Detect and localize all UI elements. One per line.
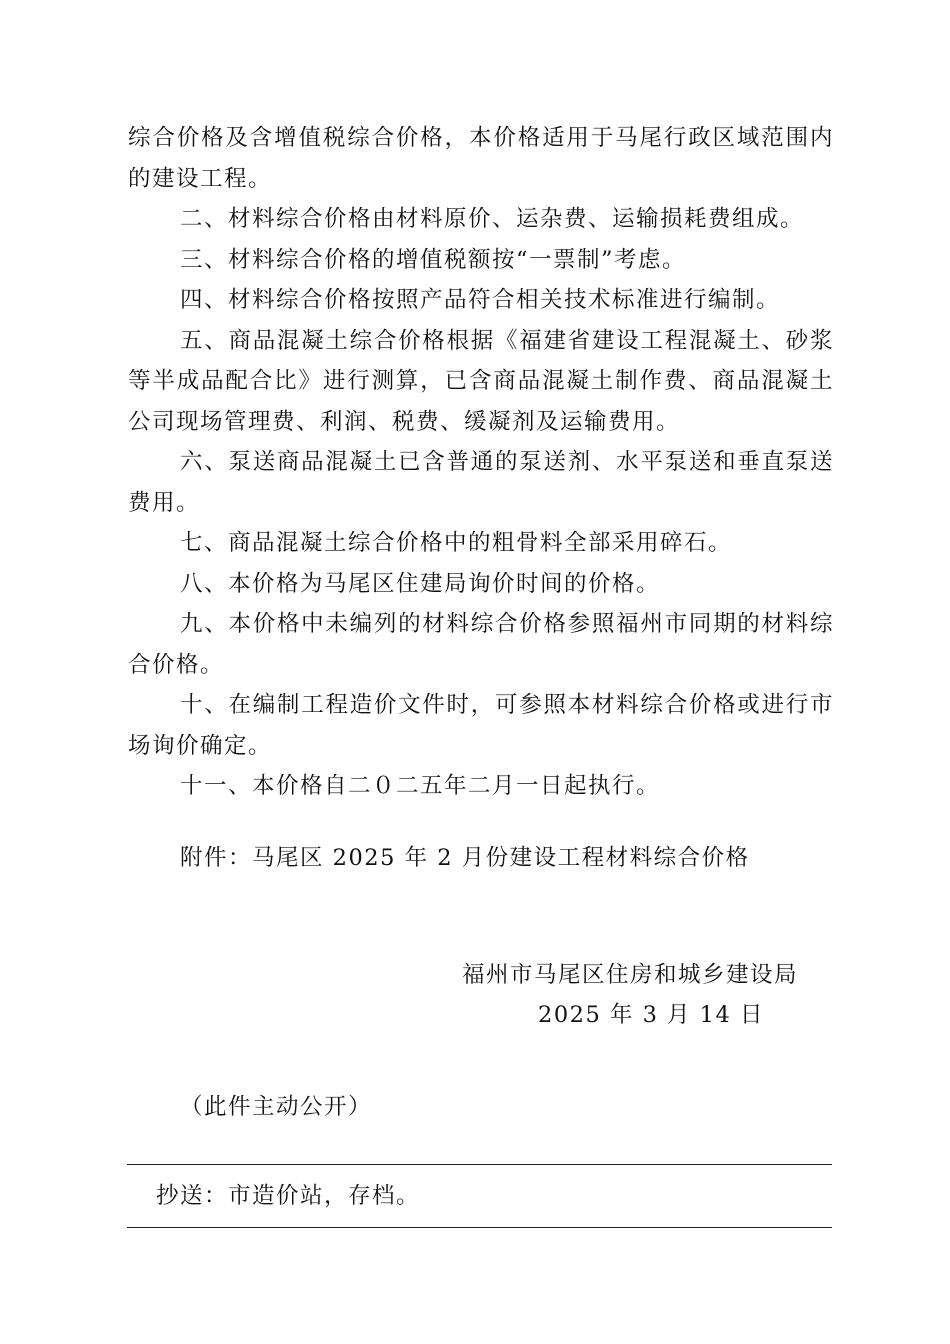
paragraph-item-8: 八、本价格为马尾区住建局询价时间的价格。	[180, 570, 661, 597]
divider-bottom	[127, 1227, 832, 1228]
issue-date: 2025 年 3 月 14 日	[538, 1002, 764, 1028]
public-disclosure-note: （此件主动公开）	[180, 1094, 373, 1120]
issuer-name: 福州市马尾区住房和城乡建设局	[462, 962, 799, 988]
paragraph-item-5: 五、商品混凝土综合价格根据《福建省建设工程混凝土、砂浆等半成品配合比》进行测算，已含商品混凝土制作费、商品混凝土公司现场管理费、利润、税费、缓凝剂及运输费用。	[128, 327, 834, 435]
cc-line: 抄送：市造价站，存档。	[156, 1183, 421, 1209]
paragraph-item-2: 二、材料综合价格由材料原价、运杂费、运输损耗费组成。	[180, 206, 805, 232]
attachment-line: 附件：马尾区 2025 年 2 月份建设工程材料综合价格	[180, 845, 750, 871]
paragraph-item-9: 九、本价格中未编列的材料综合价格参照福州市同期的材料综合价格。	[128, 611, 834, 678]
paragraph-item-7: 七、商品混凝土综合价格中的粗骨料全部采用碎石。	[180, 530, 733, 556]
paragraph-item-6: 六、泵送商品混凝土已含普通的泵送剂、水平泵送和垂直泵送费用。	[128, 449, 834, 516]
paragraph-item-10: 十、在编制工程造价文件时，可参照本材料综合价格或进行市场询价确定。	[128, 692, 834, 759]
divider-top	[127, 1164, 832, 1165]
paragraph-continuation: 综合价格及含增值税综合价格，本价格适用于马尾行政区域范围内的建设工程。	[128, 125, 834, 192]
paragraph-item-4: 四、材料综合价格按照产品符合相关技术标准进行编制。	[180, 287, 781, 313]
document-body	[128, 118, 834, 807]
paragraph-item-3: 三、材料综合价格的增值税额按“一票制”考虑。	[180, 246, 687, 273]
paragraph-item-11: 十一、本价格自二０二五年二月一日起执行。	[180, 773, 661, 799]
